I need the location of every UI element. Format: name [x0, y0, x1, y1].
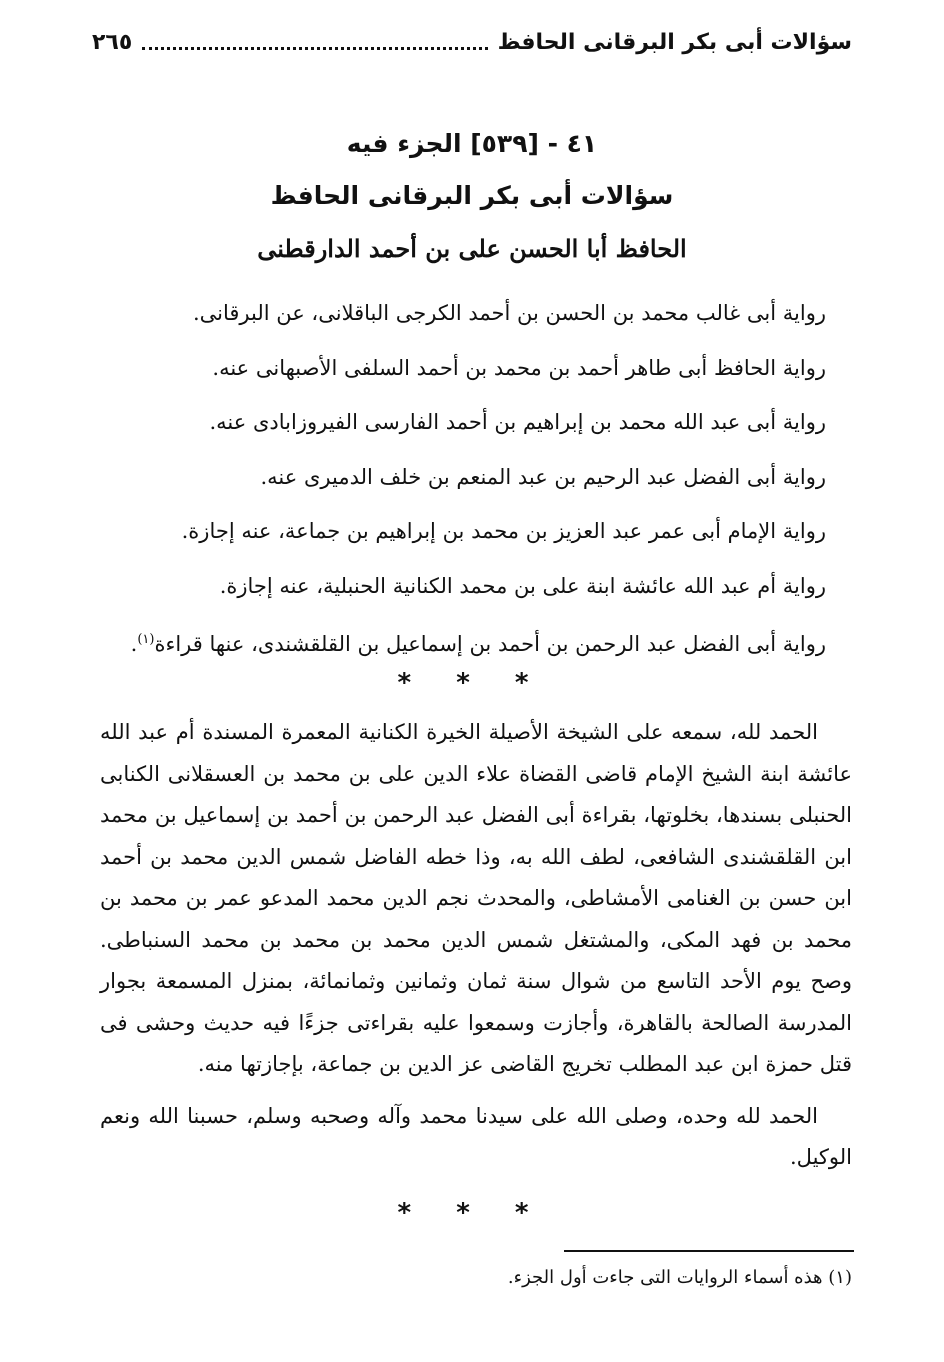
audition-record-paragraph: الحمد لله، سمعه على الشيخة الأصيلة الخيرة الكنانية المعمرة المسندة أم عبد الله عائشة ابنة الشيخ الإمام قاضى القضاة علاء الدين على بن محمد بن العسقلانى الكنابى الحنبلى بسندها، بخلوتها، بقراءة أبى الفضل عبد الرحمن بن أحمد بن إسماعيل بن محمد ابن القلقشندى الشافعى، لطف الله به، وذا خطه الفاضل شمس الدين محمد بن أحمد ابن حسن بن الغنامى الأمشاطى، والمحدث نجم الدين محمد المدعو عمر بن محمد بن محمد بن فهد المكى، والمشتغل شمس الدين محمد بن محمد بن محمد السنباطى. وصح يوم الأحد التاسع من شوال سنة ثمان وثمانين وثمانمائة، بمنزل المسمعة بجوار المدرسة الصالحة بالقاهرة، وأجازت وسمعوا عليه بقراءتى جزءًا فيه حديث وحشى فى قتل حمزة ابن عبد المطلب تخريج القاضى عز الدين بن جماعة، بإجازتها منه. [100, 720, 852, 1076]
footnote-rule [564, 1250, 854, 1252]
closing-paragraph: الحمد لله وحده، وصلى الله على سيدنا محمد وآله وصحبه وسلم، حسبنا الله ونعم الوكيل. [100, 1103, 852, 1169]
footnote: (١) هذه أسماء الروايات التى جاءت أول الجزء. [507, 1267, 852, 1288]
chain-line: رواية أبى الفضل عبد الرحيم بن عبد المنعم بن خلف الدميرى عنه. [260, 464, 826, 489]
running-title: سؤالات أبى بكر البرقانى الحافظ [497, 29, 852, 55]
chain-line: رواية الحافظ أبى طاهر أحمد بن محمد بن أحمد السلفى الأصبهانى عنه. [212, 355, 826, 380]
body-text [100, 712, 852, 1179]
chain-line: رواية أبى عبد الله محمد بن إبراهيم بن أحمد الفارسى الفيروزابادى عنه. [209, 410, 826, 434]
footnote-marker: (١) [137, 632, 155, 647]
chain-line: رواية أم عبد الله عائشة ابنة على بن محمد الكنانية الحنبلية، عنه إجازة. [219, 573, 826, 598]
heading-title: سؤالات أبى بكر البرقانى الحافظ [270, 181, 674, 210]
section-headings [92, 118, 852, 276]
page-number: ٢٦٥ [92, 29, 133, 55]
heading-subtitle: الحافظ أبا الحسن على بن أحمد الدارقطنى [257, 234, 687, 263]
chain-line-end: . [130, 632, 138, 656]
chain-line-last [92, 613, 826, 672]
chain-line-text: رواية أبى الفضل عبد الرحمن بن أحمد بن إسماعيل بن القلقشندى، عنها قراءة [154, 632, 826, 656]
asterisk-separator: * * * [397, 668, 547, 698]
dotted-leader [142, 47, 487, 50]
asterisk-separator: * * * [397, 1198, 547, 1228]
running-header [92, 22, 852, 62]
heading-part-number: ٤١ - [٥٣٩] الجزء فيه [346, 129, 598, 158]
narration-chain [92, 286, 826, 672]
chain-line: رواية أبى غالب محمد بن الحسن بن أحمد الكرجى الباقلانى، عن البرقانى. [192, 301, 826, 325]
chain-line: رواية الإمام أبى عمر عبد العزيز بن محمد بن إبراهيم بن جماعة، عنه إجازة. [181, 519, 826, 543]
